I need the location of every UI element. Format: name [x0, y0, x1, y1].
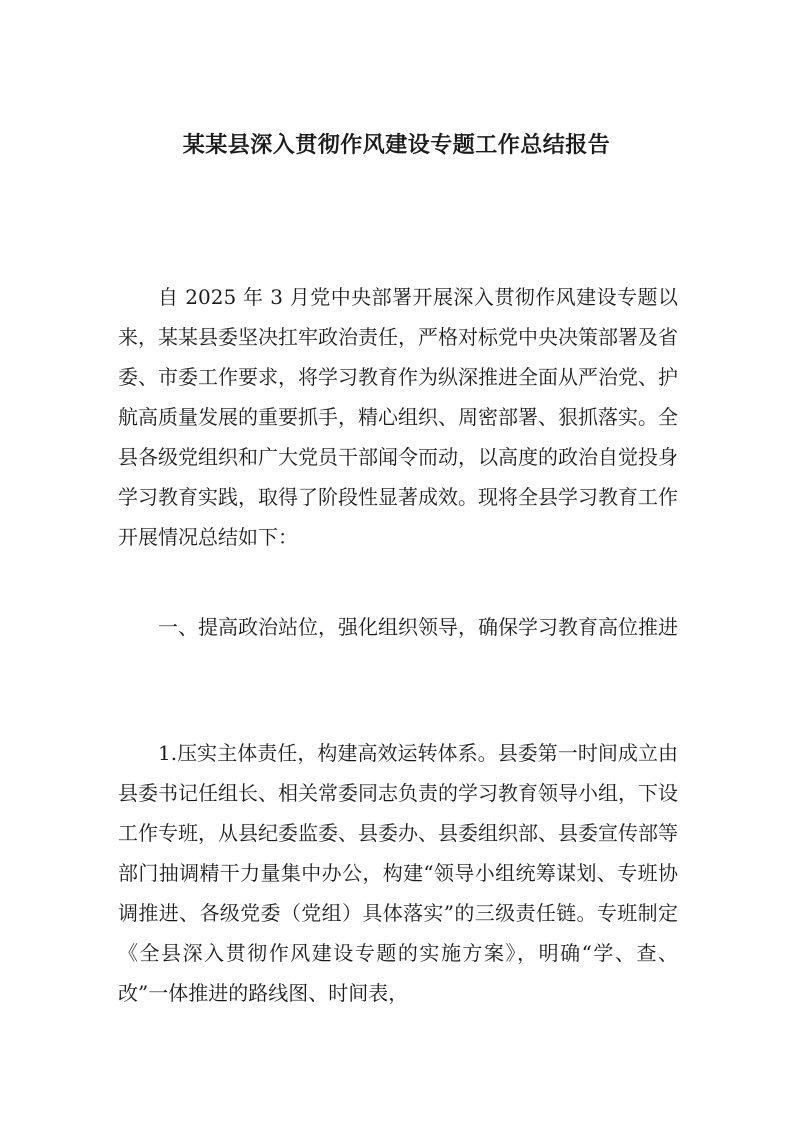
paragraph-intro: 自 2025 年 3 月党中央部署开展深入贯彻作风建设专题以来，某某县委坚决扛牢政治责任，严格对标党中央决策部署及省委、市委工作要求，将学习教育作为纵深推进全面从严治党、护航高质量发展的重要抓手，精心组织、周密部署、狠抓落实。全县各级党组织和广大党员干部闻令而动，以高度的政治自觉投身学习教育实践，取得了阶段性显著成效。现将全县学习教育工作开展情况总结如下：: [118, 285, 678, 549]
document-title: 某某县深入贯彻作风建设专题工作总结报告: [182, 132, 611, 158]
paragraph-item-1: 1.压实主体责任，构建高效运转体系。县委第一时间成立由县委书记任组长、相关常委同志负责的学习教育领导小组，下设工作专班，从县纪委监委、县委办、县委组织部、县委宣传部等部门抽调精干力量集中办公，构建“领导小组统筹谋划、专班协调推进、各级党委（党组）具体落实”的三级责任链。专班制定《全县深入贯彻作风建设专题的实施方案》，明确“学、查、改”一体推进的路线图、时间表，: [118, 741, 678, 1005]
section-heading-1: 一、提高政治站位，强化组织领导，确保学习教育高位推进: [158, 615, 678, 639]
